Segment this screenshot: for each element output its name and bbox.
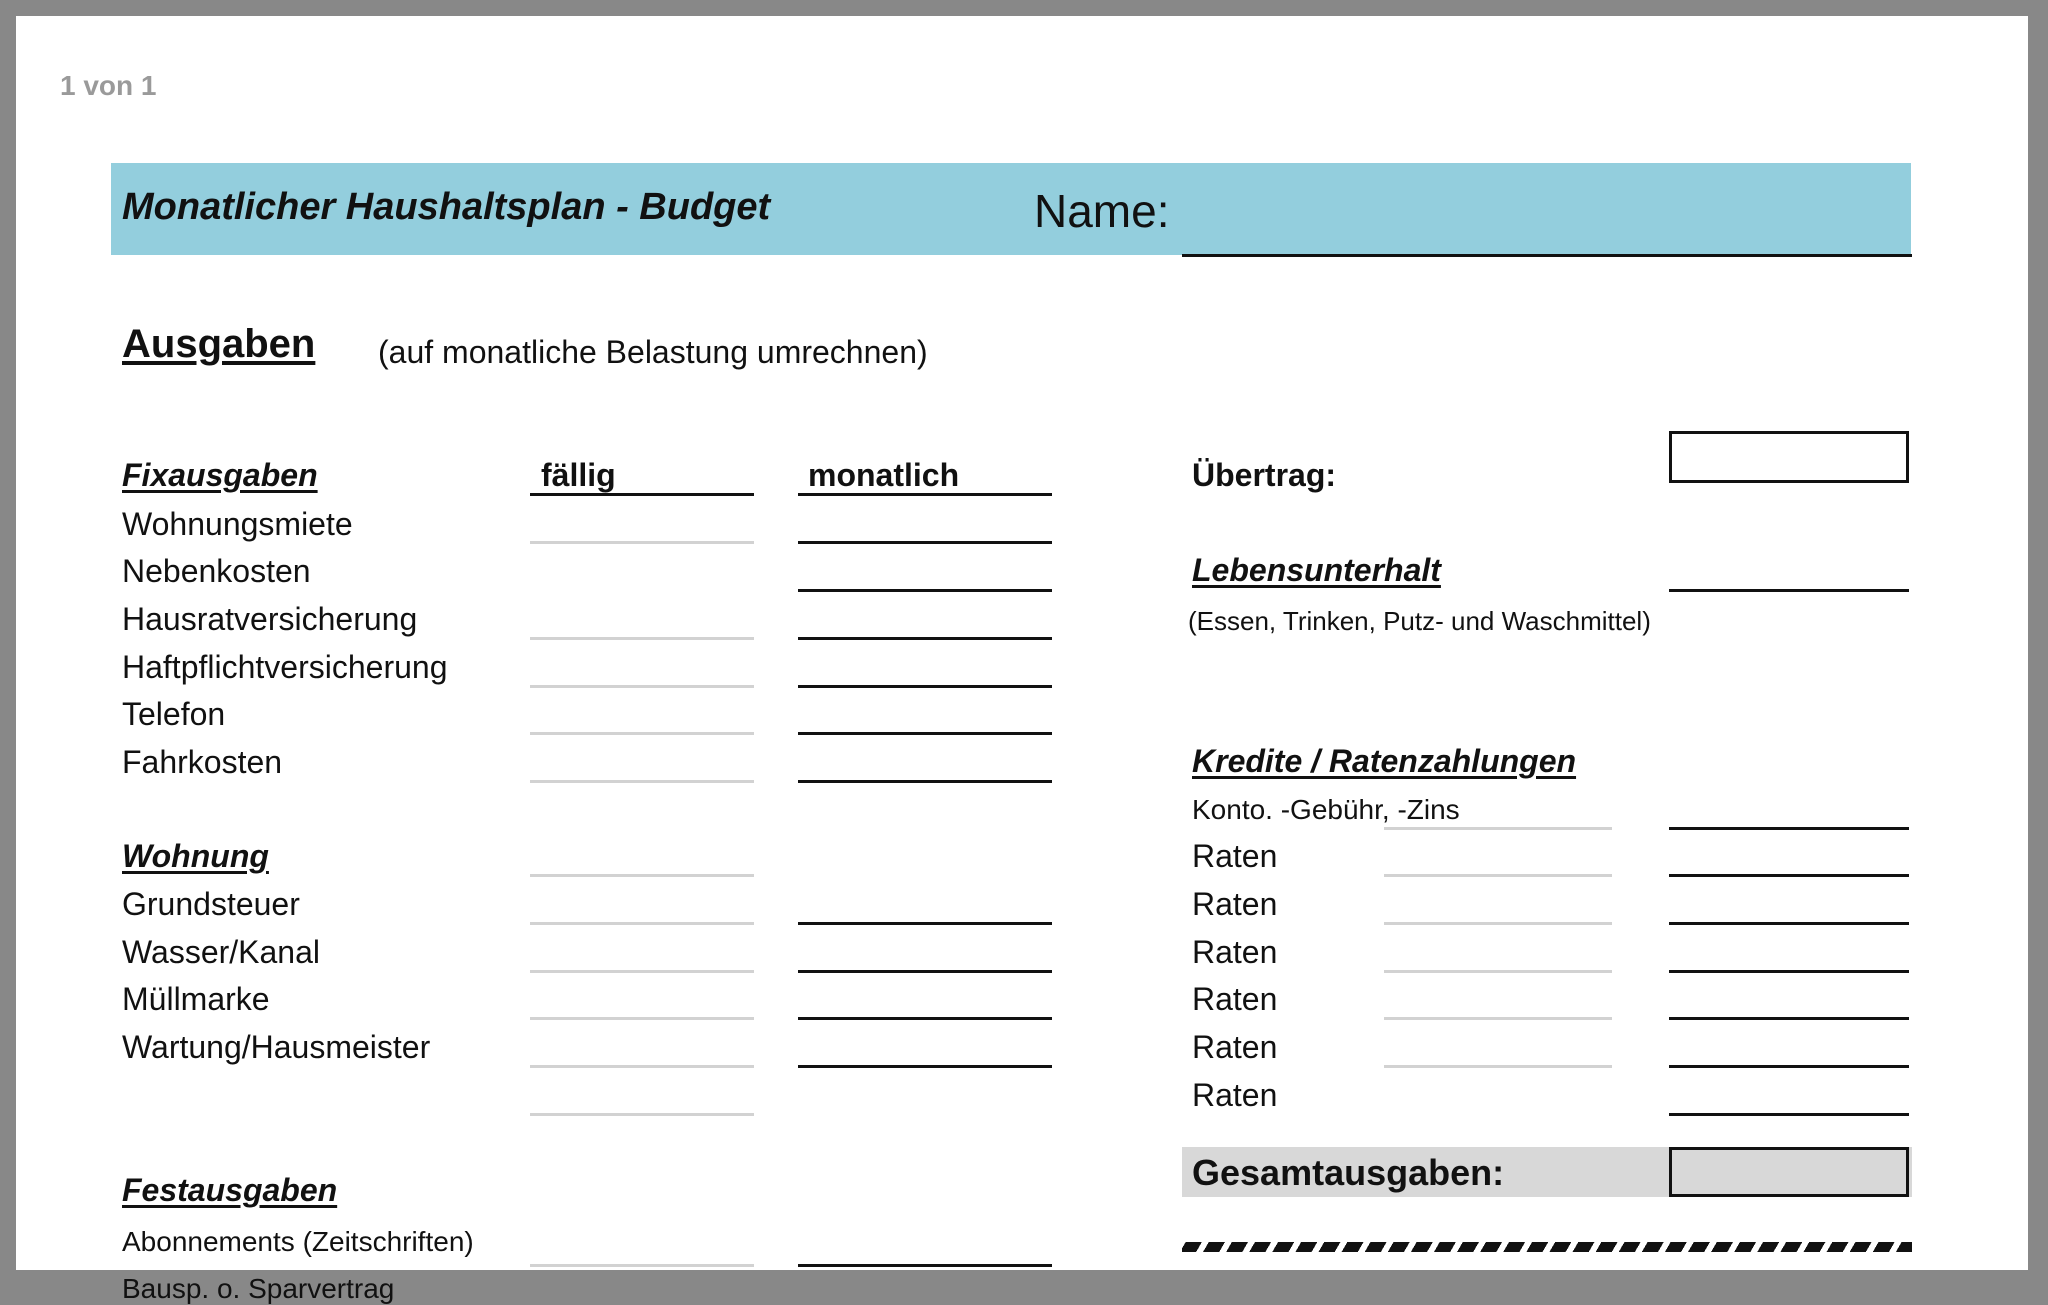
fixed-item-label: Hausratversicherung bbox=[122, 601, 418, 637]
due-field[interactable] bbox=[530, 685, 754, 688]
monthly-field[interactable] bbox=[798, 1065, 1052, 1068]
section-title: Ausgaben bbox=[122, 322, 316, 366]
fixed-item-label: Telefon bbox=[122, 696, 226, 732]
credits-item-label: Raten bbox=[1192, 1029, 1278, 1065]
housing-item-label: Wartung/Hausmeister bbox=[122, 1029, 431, 1065]
credits-amount-field[interactable] bbox=[1669, 970, 1909, 973]
credits-item-label: Raten bbox=[1192, 1077, 1278, 1113]
due-field[interactable] bbox=[530, 922, 754, 925]
document-title: Monatlicher Haushaltsplan - Budget bbox=[122, 186, 771, 228]
fixed-item-label: Nebenkosten bbox=[122, 553, 311, 589]
monthly-field[interactable] bbox=[798, 922, 1052, 925]
credits-amount-field[interactable] bbox=[1669, 1113, 1909, 1116]
credits-heading: Kredite / Ratenzahlungen bbox=[1192, 743, 1577, 779]
housing-heading: Wohnung bbox=[122, 838, 269, 874]
credits-item-label: Raten bbox=[1192, 934, 1278, 970]
due-field[interactable] bbox=[530, 780, 754, 783]
living-amount-field[interactable] bbox=[1669, 589, 1909, 592]
carryover-box[interactable] bbox=[1669, 431, 1909, 483]
due-field[interactable] bbox=[530, 637, 754, 640]
fixed-item-label: Haftpflichtversicherung bbox=[122, 649, 448, 685]
fixed-item-label: Wohnungsmiete bbox=[122, 506, 353, 542]
due-field[interactable] bbox=[530, 1017, 754, 1020]
fixed-item-label: Fahrkosten bbox=[122, 744, 283, 780]
document-page bbox=[16, 16, 2028, 1304]
other-fixed-item-label: Abonnements (Zeitschriften) bbox=[122, 1226, 474, 1257]
living-note: (Essen, Trinken, Putz- und Waschmittel) bbox=[1188, 606, 1651, 636]
living-heading: Lebensunterhalt bbox=[1192, 552, 1441, 588]
monthly-field[interactable] bbox=[798, 589, 1052, 592]
credits-detail-field[interactable] bbox=[1384, 1017, 1612, 1020]
housing-item-label: Grundsteuer bbox=[122, 886, 300, 922]
due-field[interactable] bbox=[530, 970, 754, 973]
other-fixed-item-label: Bausp. o. Sparvertrag bbox=[122, 1273, 395, 1304]
credits-detail-field[interactable] bbox=[1384, 922, 1612, 925]
credits-item-label: Raten bbox=[1192, 886, 1278, 922]
credits-amount-field[interactable] bbox=[1669, 1017, 1909, 1020]
monthly-field[interactable] bbox=[798, 541, 1052, 544]
monthly-field[interactable] bbox=[798, 970, 1052, 973]
credits-detail-field[interactable] bbox=[1384, 970, 1612, 973]
section-subtitle: (auf monatliche Belastung umrechnen) bbox=[378, 334, 928, 370]
credits-detail-field[interactable] bbox=[1384, 874, 1612, 877]
due-column-header: fällig bbox=[541, 457, 616, 493]
monthly-field[interactable] bbox=[798, 780, 1052, 783]
housing-item-label: Müllmarke bbox=[122, 981, 270, 1017]
total-separator-hatch bbox=[1182, 1242, 1912, 1252]
credits-amount-field[interactable] bbox=[1669, 827, 1909, 830]
credits-item-label: Raten bbox=[1192, 838, 1278, 874]
page-indicator: 1 von 1 bbox=[60, 70, 157, 101]
due-field[interactable] bbox=[530, 874, 754, 877]
credits-detail-field[interactable] bbox=[1384, 827, 1612, 830]
monthly-field[interactable] bbox=[798, 685, 1052, 688]
credits-amount-field[interactable] bbox=[1669, 922, 1909, 925]
fixed-expenses-heading: Fixausgaben bbox=[122, 457, 318, 493]
credits-item-label: Raten bbox=[1192, 981, 1278, 1017]
total-expenses-box[interactable] bbox=[1669, 1147, 1909, 1197]
monthly-column-header: monatlich bbox=[808, 457, 960, 493]
monthly-field[interactable] bbox=[798, 1017, 1052, 1020]
monthly-field[interactable] bbox=[798, 637, 1052, 640]
due-field[interactable] bbox=[530, 1113, 754, 1116]
monthly-field[interactable] bbox=[798, 1264, 1052, 1267]
credits-item-label: Konto. -Gebühr, -Zins bbox=[1192, 794, 1460, 825]
monthly-header-line bbox=[798, 493, 1052, 496]
credits-detail-field[interactable] bbox=[1384, 1065, 1612, 1068]
name-label: Name: bbox=[1034, 185, 1170, 237]
due-field[interactable] bbox=[530, 732, 754, 735]
other-fixed-heading: Festausgaben bbox=[122, 1172, 338, 1208]
carryover-label: Übertrag: bbox=[1192, 457, 1337, 493]
due-field[interactable] bbox=[530, 1264, 754, 1267]
credits-amount-field[interactable] bbox=[1669, 874, 1909, 877]
housing-item-label: Wasser/Kanal bbox=[122, 934, 320, 970]
due-header-line bbox=[530, 493, 754, 496]
monthly-field[interactable] bbox=[798, 732, 1052, 735]
credits-amount-field[interactable] bbox=[1669, 1065, 1909, 1068]
due-field[interactable] bbox=[530, 541, 754, 544]
due-field[interactable] bbox=[530, 1065, 754, 1068]
name-field-line[interactable] bbox=[1182, 254, 1912, 257]
total-expenses-label: Gesamtausgaben: bbox=[1192, 1152, 1505, 1193]
